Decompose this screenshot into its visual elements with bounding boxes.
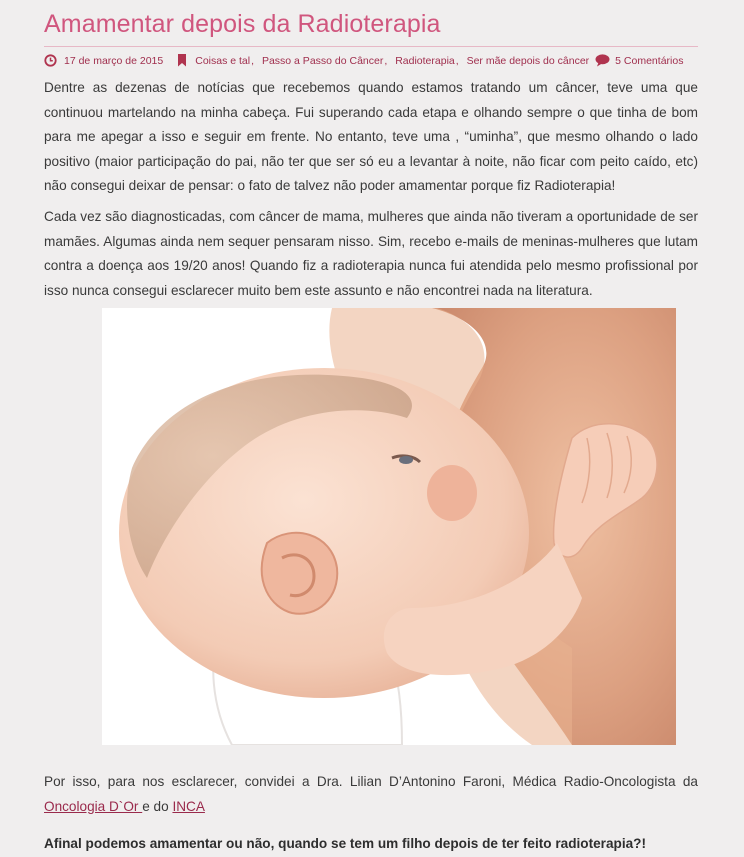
- post-meta: [44, 54, 704, 67]
- speech-bubble-icon: [595, 54, 610, 67]
- tag-link[interactable]: Radioterapia: [395, 54, 455, 67]
- tag-link[interactable]: Passo a Passo do Câncer: [261, 54, 384, 67]
- paragraph-3-middle: e do: [142, 798, 173, 814]
- breastfeeding-photo: [102, 308, 676, 745]
- post-title[interactable]: Amamentar depois da Radioterapia: [44, 10, 441, 38]
- tag-link[interactable]: Ser mãe depois do câncer: [466, 54, 590, 67]
- post-date: 17 de março de 2015: [64, 54, 164, 67]
- paragraph-3-text: Por isso, para nos esclarecer, convidei a Dra. Lilian D’Antonino Faroni, Médica Radio-Oncologista da: [44, 774, 698, 789]
- paragraph-2: Cada vez são diagnosticadas, com câncer de mama, mulheres que ainda não tiveram a oportunidade de ser mamães. Algumas ainda nem sequer pensaram nisso. Sim, recebo e-mails de meninas-mulheres que lutam contra a doença aos 19/20 anos! Quando fiz a radioterapia nunca fui atendida pelo mesmo profissional por isso nunca consegui esclarecer muito bem este assunto e não encontrei nada na literatura.: [44, 209, 698, 298]
- tag-link[interactable]: Coisas e tal: [195, 54, 251, 67]
- title-divider: [44, 46, 698, 47]
- paragraph-3: [44, 770, 698, 819]
- question-heading: Afinal podemos amamentar ou não, quando se tem um filho depois de ter feito radioterapia?!: [44, 836, 646, 851]
- oncologia-dor-link[interactable]: Oncologia D`Or: [44, 798, 143, 814]
- post-tags: Coisas e tal, Passo a Passo do Câncer, Radioterapia, Ser mãe depois do câncer: [195, 54, 590, 67]
- comments-link[interactable]: 5 Comentários: [615, 54, 684, 67]
- bookmark-icon: [177, 54, 187, 67]
- clock-icon: [44, 54, 57, 67]
- paragraph-1: Dentre as dezenas de notícias que recebemos quando estamos tratando um câncer, teve uma que continuou martelando na minha cabeça. Fui superando cada etapa e olhando sempre o que tinha de bom para me apegar a isso e seguir em frente. No entanto, teve uma , “uminha”, que mesmo olhando o lado positivo (maior participação do pai, não ter que ser só eu a levantar à noite, não ficar com peito caído, etc) não consegui deixar de pensar: o fato de talvez não poder amamentar porque fiz Radioterapia!: [44, 80, 698, 193]
- inca-link[interactable]: INCA: [172, 798, 205, 814]
